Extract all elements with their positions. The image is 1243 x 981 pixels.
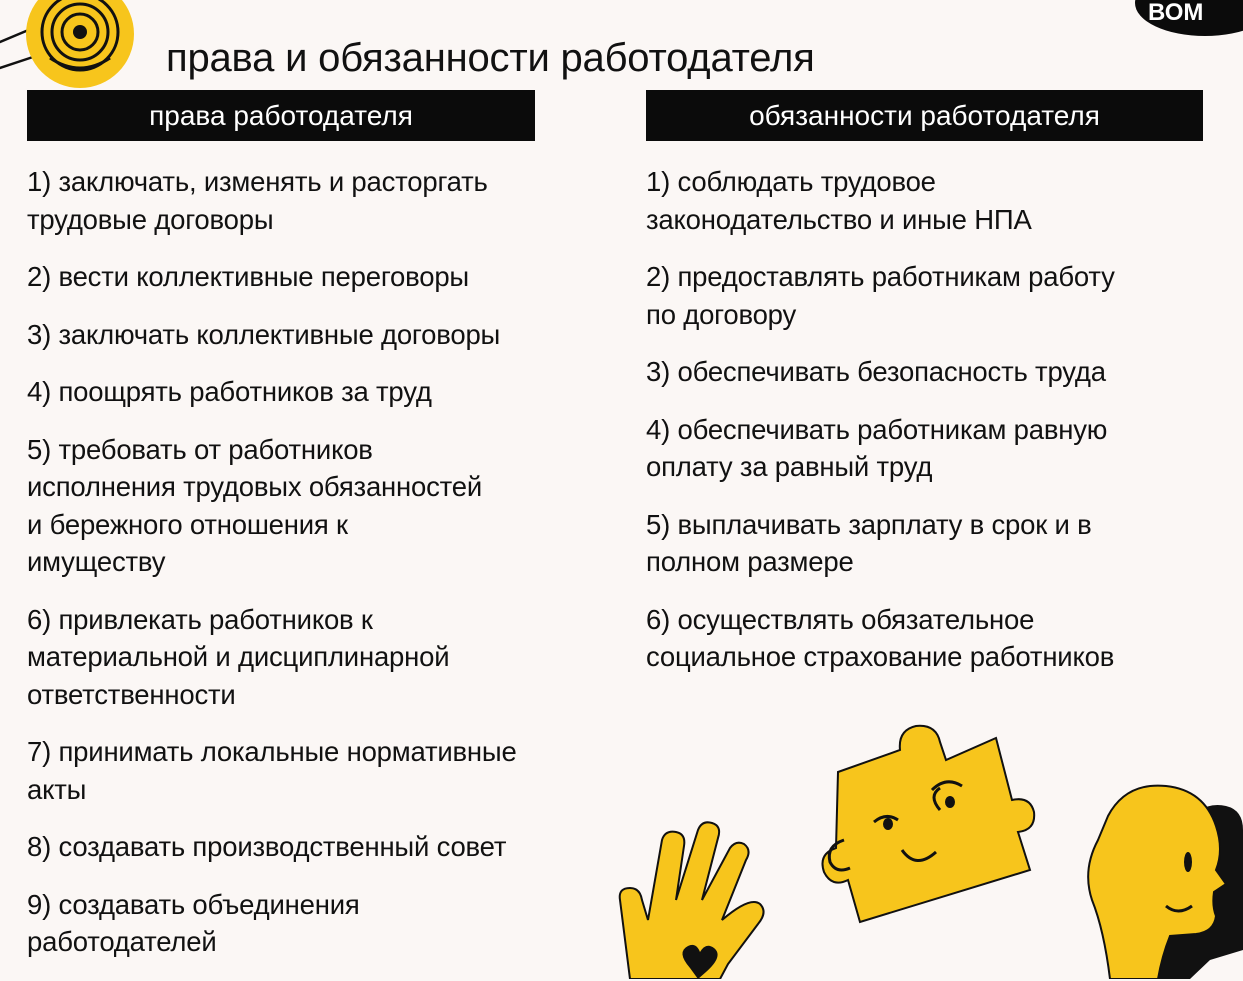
duties-column [646, 90, 1206, 696]
list-item: 7) принимать локальные нормативные акты [27, 736, 517, 805]
list-item: 9) создавать объединения работодателей [27, 888, 360, 957]
list-item: 1) заключать, изменять и расторгать трудовые договоры [27, 166, 488, 235]
head-profile-icon [1088, 786, 1243, 979]
target-circle-icon [24, 0, 136, 90]
list-item: 4) поощрять работников за труд [27, 376, 432, 407]
rights-column [27, 90, 542, 981]
list-item: 6) осуществлять обязательное социальное страхование работников [646, 603, 1115, 672]
list-item: 3) заключать коллективные договоры [27, 318, 501, 350]
duties-list [646, 163, 1206, 676]
duties-heading: обязанности работодателя [646, 90, 1203, 141]
corner-badge-text: ВОМ [1148, 0, 1204, 26]
list-item: 1) соблюдать трудовое законодательство и иные НПА [646, 166, 1032, 235]
illustrations [610, 720, 1243, 979]
smiling-puzzle-piece-icon [823, 726, 1035, 922]
rights-list [27, 163, 542, 961]
page-title: права и обязанности работодателя [166, 35, 815, 80]
list-item: 2) предоставлять работникам работу по договору [646, 261, 1115, 330]
list-item: 8) создавать производственный совет [27, 831, 507, 862]
rights-heading: права работодателя [27, 90, 535, 141]
list-item: 5) выплачивать зарплату в срок и в полном размере [646, 508, 1092, 577]
list-item: 4) обеспечивать работникам равную оплату за равный труд [646, 413, 1108, 482]
list-item: 6) привлекать работников к материальной и дисциплинарной ответственности [27, 603, 450, 710]
hand-with-heart-icon [620, 822, 764, 979]
list-item: 3) обеспечивать безопасность труда [646, 356, 1106, 387]
list-item: 5) требовать от работников исполнения трудовых обязанностей и бережного отношения к имуществу [27, 433, 483, 577]
list-item: 2) вести коллективные переговоры [27, 261, 469, 292]
